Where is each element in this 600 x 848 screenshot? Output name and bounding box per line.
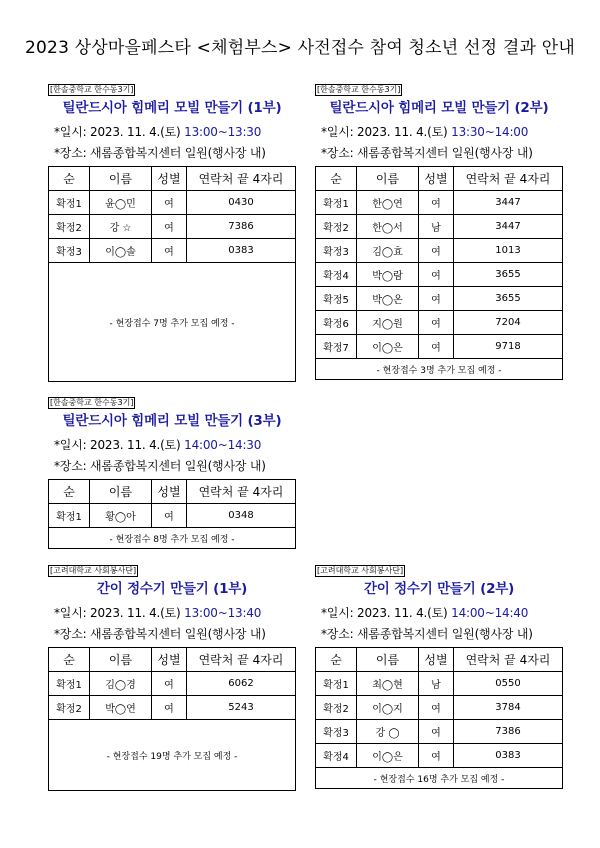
program-title: 틸란드시아 힘메리 모빌 만들기 (3부)	[62, 413, 282, 429]
cell-contact: 7204	[495, 317, 521, 328]
organizer-tag: [한솔중학교 한수동3기]	[317, 85, 401, 94]
onsite-registration-note: - 현장접수 8명 추가 모집 예정 -	[109, 534, 235, 545]
cell-name: 지◯원	[357, 311, 419, 334]
venue-line: *장소: 새롬종합복지센터 일원(행사장 내)	[321, 146, 533, 160]
schedule-line	[54, 438, 296, 453]
cell-contact: 1013	[495, 245, 521, 256]
header-gender: 성별	[152, 648, 187, 671]
cell-contact: 9718	[495, 341, 521, 352]
cell-gender: 남	[419, 215, 454, 238]
cell-gender: 여	[419, 263, 454, 286]
cell-contact: 3784	[495, 702, 521, 713]
onsite-registration-note: - 현장접수 7명 추가 모집 예정 -	[109, 318, 235, 329]
cell-gender: 여	[152, 696, 187, 719]
cell-gender: 여	[152, 672, 187, 695]
cell-gender: 여	[152, 239, 187, 262]
header-name: 이름	[90, 480, 152, 503]
cell-contact: 0348	[228, 510, 254, 521]
schedule-time: 13:00~13:40	[184, 606, 262, 620]
venue-line: *장소: 새롬종합복지센터 일원(행사장 내)	[54, 146, 266, 160]
cell-name: 한◯연	[357, 191, 419, 214]
participant-table	[315, 166, 563, 380]
header-gender: 성별	[419, 648, 454, 671]
program-title: 간이 정수기 만들기 (2부)	[363, 581, 515, 597]
cell-name: 황◯아	[90, 504, 152, 527]
cell-contact: 3447	[495, 221, 521, 232]
header-gender: 성별	[152, 167, 187, 190]
table-row	[49, 191, 295, 215]
onsite-registration-note: - 현장접수 19명 추가 모집 예정 -	[106, 751, 238, 762]
table-row	[316, 335, 562, 359]
table-header	[49, 648, 295, 672]
header-contact: 연락처 끝 4자리	[465, 653, 551, 667]
schedule-time: 14:00~14:30	[184, 438, 262, 452]
cell-contact: 3655	[495, 293, 521, 304]
table-row	[316, 672, 562, 696]
cell-gender: 여	[419, 191, 454, 214]
header-no: 순	[316, 167, 357, 190]
participant-table	[48, 166, 296, 382]
schedule-time: 13:00~13:30	[184, 125, 262, 139]
cell-gender: 여	[419, 744, 454, 767]
venue-line: *장소: 새롬종합복지센터 일원(행사장 내)	[54, 459, 266, 473]
schedule-line	[54, 606, 296, 621]
cell-name: 이◯솔	[90, 239, 152, 262]
header-name: 이름	[357, 167, 419, 190]
venue-line: *장소: 새롬종합복지센터 일원(행사장 내)	[321, 627, 533, 641]
schedule-date: *일시: 2023. 11. 4.(토)	[54, 438, 185, 452]
participant-table	[48, 647, 296, 791]
cell-no: 확정2	[316, 215, 357, 238]
onsite-registration-note: - 현장접수 16명 추가 모집 예정 -	[373, 774, 505, 785]
table-row	[49, 504, 295, 528]
cell-no: 확정1	[316, 672, 357, 695]
cell-contact: 0550	[495, 678, 521, 689]
schedule-date: *일시: 2023. 11. 4.(토)	[54, 606, 185, 620]
cell-no: 확정2	[316, 696, 357, 719]
table-row	[316, 720, 562, 744]
cell-gender: 여	[419, 287, 454, 310]
cell-gender: 여	[152, 504, 187, 527]
cell-gender: 여	[152, 191, 187, 214]
schedule-line	[321, 606, 563, 621]
cell-no: 확정1	[49, 672, 90, 695]
table-row	[316, 191, 562, 215]
cell-no: 확정3	[316, 239, 357, 262]
header-no: 순	[49, 167, 90, 190]
schedule-time: 14:00~14:40	[451, 606, 529, 620]
organizer-tag: [고려대학교 사회봉사단]	[50, 566, 137, 575]
cell-name: 김◯효	[357, 239, 419, 262]
cell-name: 이◯은	[357, 744, 419, 767]
cell-contact: 7386	[228, 221, 254, 232]
cell-gender: 여	[419, 311, 454, 334]
cell-gender: 여	[419, 696, 454, 719]
program-title: 틸란드시아 힘메리 모빌 만들기 (2부)	[329, 100, 549, 116]
cell-contact: 3447	[495, 197, 521, 208]
cell-name: 박◯연	[90, 696, 152, 719]
cell-contact: 3655	[495, 269, 521, 280]
header-gender: 성별	[152, 480, 187, 503]
header-no: 순	[49, 648, 90, 671]
cell-gender: 여	[419, 335, 454, 358]
table-header	[316, 648, 562, 672]
schedule-date: *일시: 2023. 11. 4.(토)	[321, 125, 452, 139]
schedule-date: *일시: 2023. 11. 4.(토)	[321, 606, 452, 620]
header-no: 순	[316, 648, 357, 671]
cell-no: 확정6	[316, 311, 357, 334]
header-name: 이름	[90, 167, 152, 190]
cell-no: 확정3	[316, 720, 357, 743]
cell-no: 확정2	[49, 215, 90, 238]
cell-gender: 여	[152, 215, 187, 238]
cell-contact: 0383	[228, 245, 254, 256]
cell-gender: 남	[419, 672, 454, 695]
table-header	[49, 480, 295, 504]
cell-gender: 여	[419, 720, 454, 743]
cell-name: 강 ◯	[357, 720, 419, 743]
cell-no: 확정1	[316, 191, 357, 214]
table-row	[316, 215, 562, 239]
cell-no: 확정4	[316, 744, 357, 767]
table-row	[49, 239, 295, 263]
cell-gender: 여	[419, 239, 454, 262]
table-row	[49, 696, 295, 720]
header-contact: 연락처 끝 4자리	[198, 485, 284, 499]
header-name: 이름	[357, 648, 419, 671]
cell-no: 확정7	[316, 335, 357, 358]
organizer-tag: [고려대학교 사회봉사단]	[317, 566, 404, 575]
cell-name: 박◯온	[357, 287, 419, 310]
cell-no: 확정5	[316, 287, 357, 310]
onsite-registration-note: - 현장접수 3명 추가 모집 예정 -	[376, 365, 502, 376]
schedule-time: 13:30~14:00	[451, 125, 529, 139]
page-title: 2023 상상마을페스타 <체험부스> 사전접수 참여 청소년 선정 결과 안내	[25, 38, 575, 58]
header-contact: 연락처 끝 4자리	[465, 172, 551, 186]
table-row	[49, 215, 295, 239]
cell-contact: 0383	[495, 750, 521, 761]
cell-contact: 7386	[495, 726, 521, 737]
table-row	[316, 311, 562, 335]
schedule-date: *일시: 2023. 11. 4.(토)	[54, 125, 185, 139]
program-block	[315, 558, 563, 789]
program-block	[315, 77, 563, 380]
participant-table	[315, 647, 563, 789]
cell-contact: 6062	[228, 678, 254, 689]
cell-name: 한◯서	[357, 215, 419, 238]
cell-name: 이◯은	[357, 335, 419, 358]
table-row	[316, 263, 562, 287]
cell-name: 윤◯민	[90, 191, 152, 214]
schedule-line	[54, 125, 296, 140]
cell-name: 최◯현	[357, 672, 419, 695]
cell-contact: 5243	[228, 702, 254, 713]
table-row	[316, 287, 562, 311]
venue-line: *장소: 새롬종합복지센터 일원(행사장 내)	[54, 627, 266, 641]
program-title: 간이 정수기 만들기 (1부)	[96, 581, 248, 597]
cell-name: 이◯지	[357, 696, 419, 719]
table-row	[316, 239, 562, 263]
table-header	[316, 167, 562, 191]
table-row	[49, 672, 295, 696]
program-block	[48, 390, 296, 549]
participant-table	[48, 479, 296, 549]
program-block	[48, 77, 296, 382]
cell-name: 김◯경	[90, 672, 152, 695]
table-row	[316, 696, 562, 720]
cell-no: 확정1	[49, 504, 90, 527]
cell-no: 확정4	[316, 263, 357, 286]
cell-name: 강 ☆	[90, 215, 152, 238]
cell-contact: 0430	[228, 197, 254, 208]
schedule-line	[321, 125, 563, 140]
header-contact: 연락처 끝 4자리	[198, 653, 284, 667]
cell-no: 확정3	[49, 239, 90, 262]
table-header	[49, 167, 295, 191]
organizer-tag: [한솔중학교 한수동3기]	[50, 85, 134, 94]
header-gender: 성별	[419, 167, 454, 190]
program-title: 틸란드시아 힘메리 모빌 만들기 (1부)	[62, 100, 282, 116]
header-no: 순	[49, 480, 90, 503]
program-block	[48, 558, 296, 791]
organizer-tag: [한솔중학교 한수동3기]	[50, 398, 134, 407]
header-contact: 연락처 끝 4자리	[198, 172, 284, 186]
header-name: 이름	[90, 648, 152, 671]
cell-name: 박◯람	[357, 263, 419, 286]
cell-no: 확정1	[49, 191, 90, 214]
cell-no: 확정2	[49, 696, 90, 719]
table-row	[316, 744, 562, 768]
